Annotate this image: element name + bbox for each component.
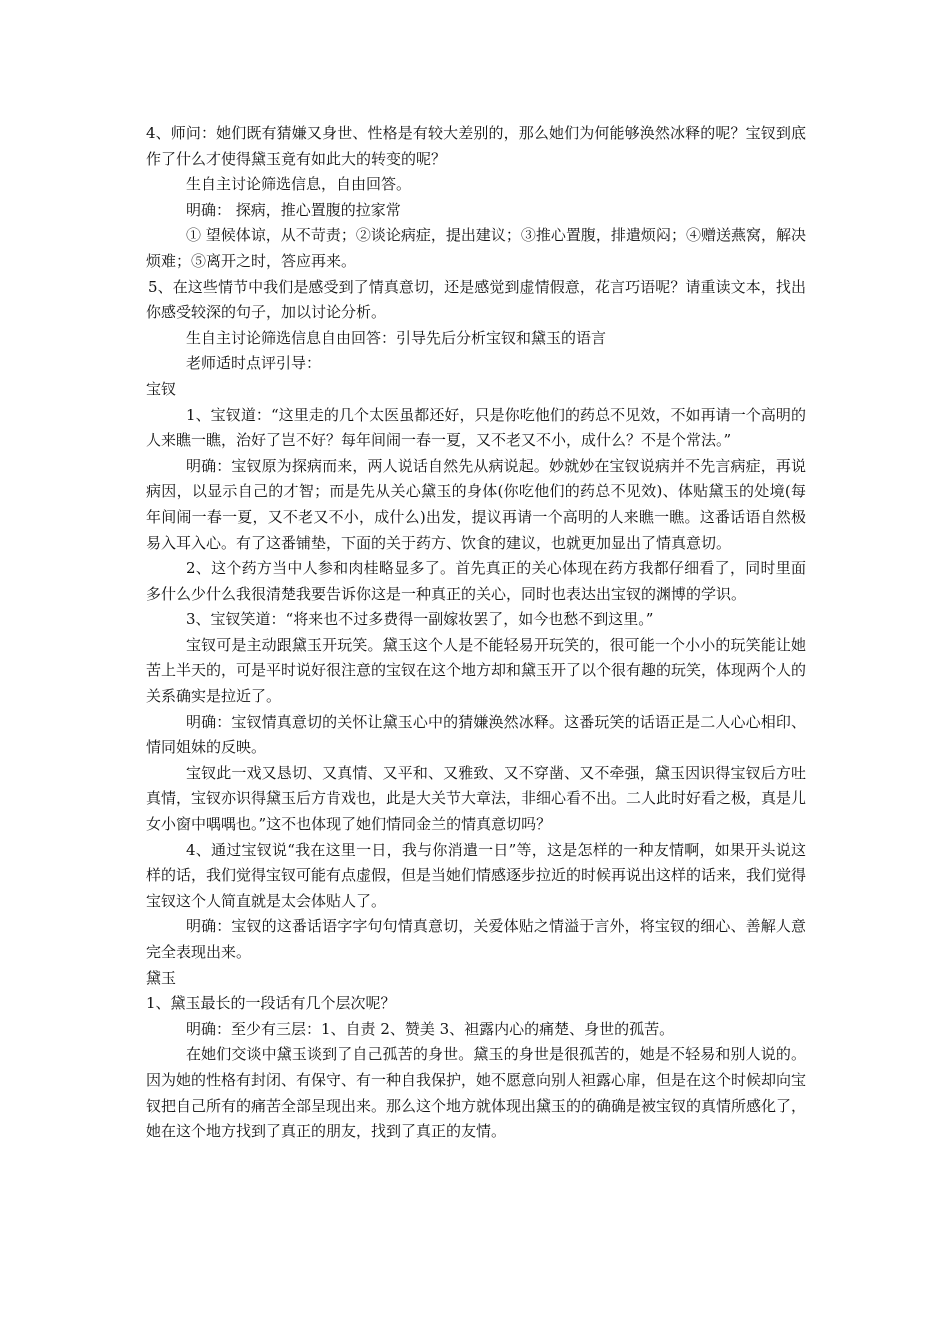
paragraph-baochai-3: 3、宝钗笑道：“将来也不过多费得一副嫁妆罢了，如今也愁不到这里。”	[186, 610, 654, 629]
paragraph-student-discussion: 生自主讨论筛选信息，自由回答。	[186, 175, 412, 194]
paragraph-baochai-4: 4、通过宝钗说“我在这里一日，我与你消遣一日”等，这是怎样的一种友情啊，如果开头说这样的话，我们觉得宝钗可能有点虚假，但是当她们情感逐步拉近的时候再说出这样的话来，我们觉得宝钗这个人简直就是太会体贴人了。	[146, 840, 807, 910]
paragraph-baochai-2: 2、这个药方当中人参和肉桂略显多了。首先真正的关心体现在药方我都仔细看了，同时里面多什么少什么我很清楚我要告诉你这是一种真正的关心，同时也表达出宝钗的渊博的学识。	[146, 559, 806, 603]
paragraph-baochai-1: 1、宝钗道：“这里走的几个太医虽都还好，只是你吃他们的药总不见效，不如再请一个高明的人来瞧一瞧，治好了岂不好？每年间闹一春一夏，又不老又不小，成什么？不是个常法。”	[146, 405, 806, 450]
paragraph-daiyu-1-clarify: 明确：至少有三层：1、自责 2、赞美 3、袒露内心的痛楚、身世的孤苦。	[186, 1019, 675, 1038]
paragraph-baochai-commentary: 宝钗此一戏又恳切、又真情、又平和、又雅致、又不穿凿、又不牵强，黛玉因识得宝钗后方吐真情，宝钗亦识得黛玉后方肯戏也，此是大关节大章法，非细心看不出。二人此时好看之极，真是儿女小窗中喁喁也。”这不也体现了她们情同金兰的情真意切吗？	[146, 763, 807, 834]
paragraph-question-4: 4、师问：她们既有猜嫌又身世、性格是有较大差别的，那么她们为何能够涣然冰释的呢？宝钗到底作了什么才使得黛玉竟有如此大的转变的呢？	[146, 124, 806, 168]
section-heading-daiyu: 黛玉	[146, 968, 177, 987]
document-page	[146, 121, 806, 1145]
paragraph-daiyu-analysis: 在她们交谈中黛玉谈到了自己孤苦的身世。黛玉的身世是很孤苦的，她是不轻易和别人说的。因为她的性格有封闭、有保守、有一种自我保护，她不愿意向别人袒露心扉，但是在这个时候却向宝钗把自己所有的痛苦全部呈现出来。那么这个地方就体现出黛玉的的确确是被宝钗的真情所感化了，她在这个地方找到了真正的朋友，找到了真正的友情。	[146, 1045, 807, 1141]
paragraph-question-5: 5、在这些情节中我们是感受到了情真意切，还是感觉到虚情假意，花言巧语呢？请重读文本，找出你感受较深的句子，加以讨论分析。	[146, 277, 806, 322]
paragraph-baochai-3-clarify: 明确：宝钗情真意切的关怀让黛玉心中的猜嫌涣然冰释。这番玩笑的话语正是二人心心相印、情同姐妹的反映。	[146, 712, 806, 757]
paragraph-guide-analysis: 生自主讨论筛选信息自由回答：引导先后分析宝钗和黛玉的语言	[186, 328, 607, 347]
paragraph-baochai-joke: 宝钗可是主动跟黛玉开玩笑。黛玉这个人是不能轻易开玩笑的，很可能一个小小的玩笑能让她苦上半天的，可是平时说好很注意的宝钗在这个地方却和黛玉开了以个很有趣的玩笑，体现两个人的关系确实是拉近了。	[146, 635, 807, 706]
section-heading-baochai: 宝钗	[146, 379, 177, 398]
paragraph-teacher-comment: 老师适时点评引导：	[186, 354, 322, 373]
paragraph-clarification: 明确： 探病，推心置腹的拉家常	[186, 200, 401, 219]
paragraph-list-points: ① 望候体谅，从不苛责；②谈论病症，提出建议；③推心置腹，排遣烦闷；④赠送燕窝，解决烦难；⑤离开之时，答应再来。	[146, 226, 806, 270]
paragraph-baochai-4-clarify: 明确：宝钗的这番话语字字句句情真意切，关爱体贴之情溢于言外，将宝钗的细心、善解人意完全表现出来。	[146, 917, 806, 961]
paragraph-baochai-1-clarify: 明确：宝钗原为探病而来，两人说话自然先从病说起。妙就妙在宝钗说病并不先言病症，再说病因，以显示自己的才智；而是先从关心黛玉的身体(你吃他们的药总不见效)、体贴黛玉的处境(每年间闹一春一夏，又不老又不小，成什么)出发，提议再请一个高明的人来瞧一瞧。这番话语自然极易入耳入心。有了这番铺垫，下面的关于药方、饮食的建议，也就更加显出了情真意切。	[146, 456, 806, 552]
paragraph-daiyu-1: 1、黛玉最长的一段话有几个层次呢？	[146, 994, 396, 1013]
